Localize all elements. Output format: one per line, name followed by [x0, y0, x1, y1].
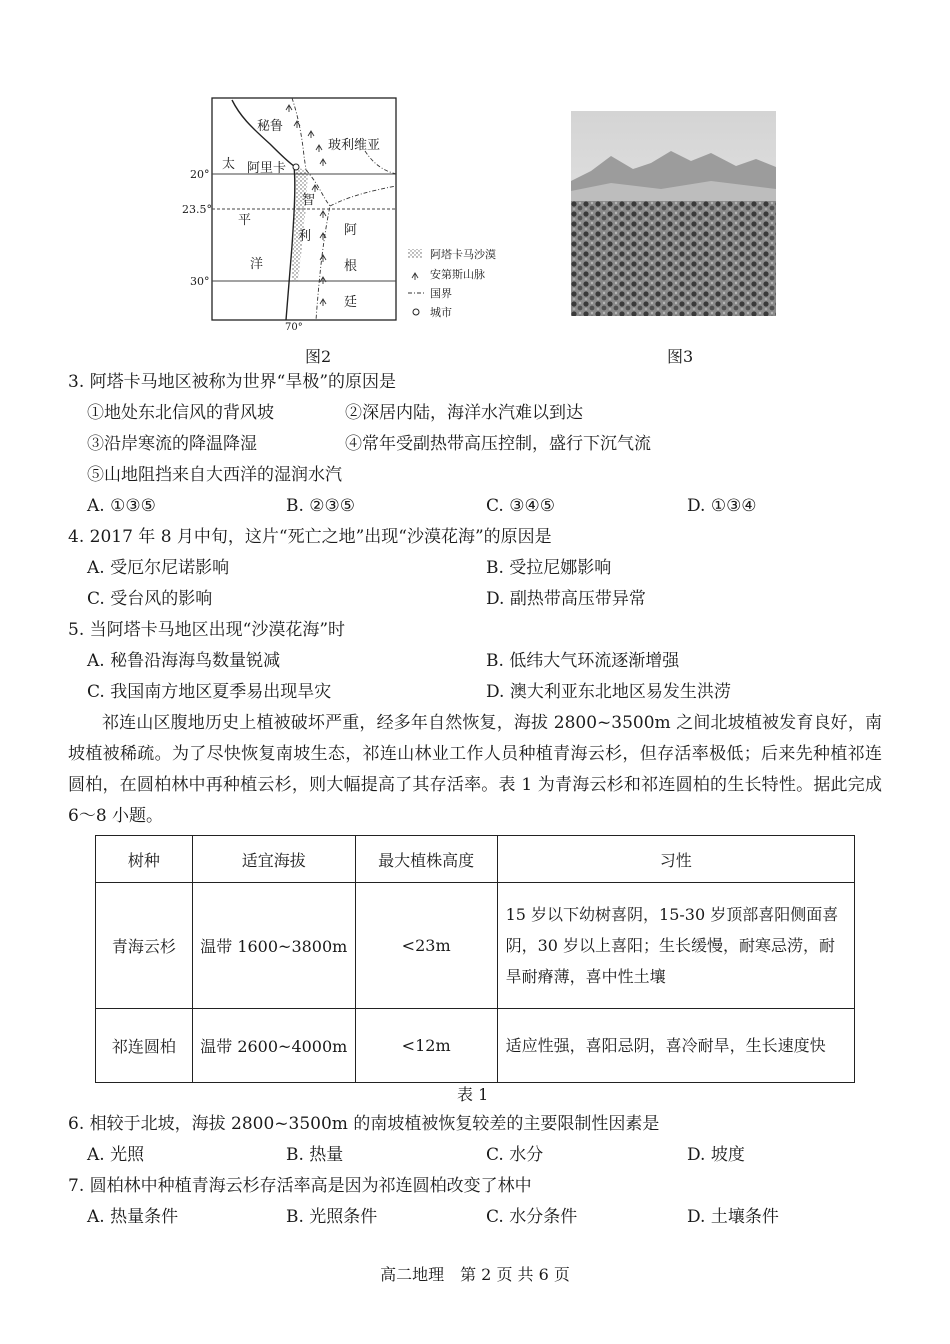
- map-label-argentina-2: 根: [344, 259, 358, 274]
- legend-andes-icon: [412, 273, 418, 280]
- map-lon-70: 70°: [285, 322, 303, 331]
- q3-choice-d: D. ①③④: [687, 496, 757, 516]
- table-header: 适宜海拔: [192, 836, 355, 883]
- figure-3-caption: 图3: [667, 347, 694, 366]
- figure-3-photo: [571, 111, 776, 316]
- figure-2-map: [180, 96, 520, 331]
- table-cell: <12m: [355, 1009, 497, 1083]
- legend-border: 国界: [430, 287, 452, 300]
- map-lat-20: 20°: [190, 168, 210, 181]
- legend-city-icon: [413, 309, 419, 315]
- map-label-bolivia: 玻利维亚: [328, 138, 381, 153]
- q5-choice-b: B. 低纬大气环流逐渐增强: [486, 651, 680, 671]
- q3-option-5: ⑤山地阻挡来自大西洋的湿润水汽: [87, 465, 342, 485]
- map-label-argentina-3: 廷: [344, 295, 358, 310]
- q7-choice-d: D. 土壤条件: [687, 1207, 779, 1227]
- q6-stem: 6. 相较于北坡，海拔 2800~3500m 的南坡植被恢复较差的主要限制性因素是: [68, 1114, 660, 1134]
- q4-choice-c: C. 受台风的影响: [87, 589, 213, 609]
- table-cell: 温带 2600~4000m: [192, 1009, 355, 1083]
- legend-desert: 阿塔卡马沙漠: [430, 248, 496, 261]
- table-row: [96, 1009, 855, 1083]
- figure-2-caption: 图2: [305, 347, 332, 366]
- q3-choice-a: A. ①③⑤: [87, 496, 156, 516]
- table-cell: 温带 1600~3800m: [192, 883, 355, 1009]
- q5-choice-c: C. 我国南方地区夏季易出现旱灾: [87, 682, 332, 702]
- legend-city: 城市: [430, 306, 452, 319]
- q3-stem: 3. 阿塔卡马地区被称为世界“旱极”的原因是: [68, 372, 397, 392]
- table-1: [95, 835, 855, 1083]
- q6-choice-c: C. 水分: [486, 1145, 544, 1165]
- q3-option-4: ④常年受副热带高压控制，盛行下沉气流: [345, 434, 651, 454]
- table-cell: 祁连圆柏: [96, 1009, 193, 1083]
- q6-choice-d: D. 坡度: [687, 1145, 745, 1165]
- q5-choice-a: A. 秘鲁沿海海鸟数量锐减: [87, 651, 281, 671]
- q5-stem: 5. 当阿塔卡马地区出现“沙漠花海”时: [68, 620, 346, 640]
- map-label-chile-2: 利: [298, 229, 312, 244]
- map-label-argentina-1: 阿: [344, 223, 358, 238]
- legend-andes: 安第斯山脉: [430, 268, 485, 281]
- passage-qilian: 祁连山区腹地历史上植被破坏严重，经多年自然恢复，海拔 2800~3500m 之间北坡植被发育良好，南坡植被稀疏。为了尽快恢复南坡生态，祁连山林业工作人员种植青海云杉，但存活率极低；后来先种植祁连圆柏，在圆柏林中再种植云杉，则大幅提高了其存活率。表 1 为青海云杉和祁连圆柏的生长特性。据此完成 6～8 小题。: [68, 713, 882, 826]
- table-header: 树种: [96, 836, 193, 883]
- q5-choice-d: D. 澳大利亚东北地区易发生洪涝: [486, 682, 731, 702]
- map-label-pacific-2: 平: [238, 213, 252, 228]
- q7-choice-b: B. 光照条件: [286, 1207, 378, 1227]
- table-header: 习性: [497, 836, 854, 883]
- legend-desert-swatch: [408, 249, 422, 258]
- table-cell: 适应性强，喜阳忌阴，喜冷耐旱，生长速度快: [497, 1009, 854, 1083]
- table-row: [96, 883, 855, 1009]
- table-header-row: [96, 836, 855, 883]
- map-label-peru: 秘鲁: [257, 119, 284, 134]
- q7-choice-a: A. 热量条件: [87, 1207, 179, 1227]
- q4-stem: 4. 2017 年 8 月中旬，这片“死亡之地”出现“沙漠花海”的原因是: [68, 527, 552, 547]
- q3-option-3: ③沿岸寒流的降温降湿: [87, 434, 257, 454]
- q3-option-2: ②深居内陆，海洋水汽难以到达: [345, 403, 583, 423]
- table-1-caption: 表 1: [457, 1085, 489, 1104]
- map-label-pacific-1: 太: [222, 157, 236, 172]
- q7-stem: 7. 圆柏林中种植青海云杉存活率高是因为祁连圆柏改变了林中: [68, 1176, 532, 1196]
- q4-choice-a: A. 受厄尔尼诺影响: [87, 558, 230, 578]
- q3-choice-c: C. ③④⑤: [486, 496, 555, 516]
- map-lat-23-5: 23.5°: [182, 203, 212, 216]
- q7-choice-c: C. 水分条件: [486, 1207, 578, 1227]
- q6-choice-b: B. 热量: [286, 1145, 344, 1165]
- map-lat-30: 30°: [190, 275, 210, 288]
- table-header: 最大植株高度: [355, 836, 497, 883]
- map-label-chile-1: 智: [302, 193, 316, 208]
- table-cell: 15 岁以下幼树喜阴，15-30 岁顶部喜阳侧面喜阴，30 岁以上喜阳；生长缓慢，耐寒忌涝，耐旱耐瘠薄，喜中性土壤: [497, 883, 854, 1009]
- q4-choice-d: D. 副热带高压带异常: [486, 589, 646, 609]
- q3-option-1: ①地处东北信风的背风坡: [87, 403, 274, 423]
- page-footer: 高二地理 第 2 页 共 6 页: [380, 1265, 570, 1284]
- q3-choice-b: B. ②③⑤: [286, 496, 356, 516]
- q4-choice-b: B. 受拉尼娜影响: [486, 558, 612, 578]
- q6-choice-a: A. 光照: [87, 1145, 145, 1165]
- map-label-arica: 阿里卡: [247, 161, 287, 176]
- map-label-pacific-3: 洋: [250, 257, 264, 272]
- table-cell: <23m: [355, 883, 497, 1009]
- table-cell: 青海云杉: [96, 883, 193, 1009]
